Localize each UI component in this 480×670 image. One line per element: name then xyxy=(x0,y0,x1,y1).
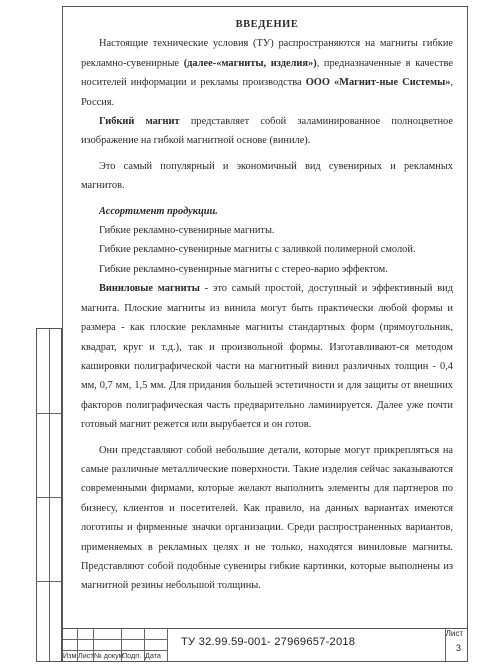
title-block xyxy=(63,628,467,661)
col-signature: Подп. xyxy=(122,651,142,660)
assortment-heading: Ассортимент продукции. xyxy=(99,205,218,217)
title-block-row xyxy=(63,639,167,640)
assortment-item: Гибкие рекламно-сувенирные магниты с заливкой полимерной смолой. xyxy=(99,244,416,256)
paragraph-flexible-magnet xyxy=(81,112,453,151)
document-sheet xyxy=(62,6,468,662)
binding-strip-row xyxy=(37,581,61,582)
paragraph-text: , Россия. xyxy=(81,77,453,108)
assortment-item: Гибкие рекламно-сувенирные магниты. xyxy=(99,225,275,237)
document-body xyxy=(81,15,453,596)
paragraph-text: - это самый простой, доступный и эффективный вид магнита. Плоские магниты из винила могут быть практически любой формы и размера - как плоские рекламные магниты стандартных форм (прямоугольник, квадрат, круг и т.д.), так и произвольной формы. Изготавливают-ся методом кашировки полиграфической части на магнитный винил различных толщин - 0,4 мм, 0,7 мм, 1,5 мм. Для придания большей эстетичности и для защиты от внешних факторов полиграфическая часть предварительно ламинируется. Далее уже почти готовый магнит режется или вырубается и он готов. xyxy=(81,283,454,431)
paragraph-popular: Это самый популярный и экономичный вид сувенирных и рекламных магнитов. xyxy=(81,160,453,192)
sheet-label: Лист xyxy=(445,629,463,638)
sheet-number: 3 xyxy=(455,643,461,653)
title-block-cell xyxy=(167,629,168,661)
paragraph-text: Настоящие технические условия (ТУ) распространяются на магниты гибкие рекламно-сувенирные xyxy=(81,38,453,69)
paragraph-scope xyxy=(81,34,453,112)
paragraph-usage: Они представляют собой небольшие детали, которые могут прикрепляться на самые различные металлические поверхности. Такие изделия сейчас заказываются современными фирмами, которые желают выполнить элементы для партнеров по бизнесу, клиентов и посетителей. Как правило, на данных вариантах имеются логотипы и фирменные значки организации. Среди распространенных вариантов, применяемых в рекламных целях и не только, находятся виниловые магниты. Представляют собой подобные сувениры гибкие картинки, которые выполнены из магнитной резины небольшой толщины. xyxy=(81,444,453,592)
binding-strip-divider xyxy=(49,329,50,661)
page-title: ВВЕДЕНИЕ xyxy=(235,19,299,30)
paragraph-bold: (далее-«магниты, изделия») xyxy=(183,57,317,69)
term-flexible-magnet: Гибкий магнит xyxy=(99,116,180,128)
col-doc-number: № докум. xyxy=(94,651,126,660)
assortment-item: Гибкие рекламно-сувенирные магниты с стерео-варио эффектом. xyxy=(99,263,388,275)
binding-strip-row xyxy=(37,497,61,498)
company-name: ООО «Магнит-ные Системы» xyxy=(305,77,451,89)
paragraph-vinyl xyxy=(81,279,453,434)
binding-strip xyxy=(36,328,62,662)
term-vinyl-magnets: Виниловые магниты xyxy=(99,283,200,295)
paragraph-text: , предназначенные в качестве носителей информации и рекламы производства xyxy=(81,57,453,89)
paragraph-text: представляет собой заламинированное полноцветное изображение на гибкой магнитной основе (виниле). xyxy=(81,116,453,147)
col-sheet: Лист xyxy=(78,651,94,660)
binding-strip-row xyxy=(37,413,61,414)
document-code: ТУ 32.99.59-001- 27969657-2018 xyxy=(181,636,356,648)
col-change: Изм xyxy=(63,651,77,660)
col-date: Дата xyxy=(145,651,161,660)
